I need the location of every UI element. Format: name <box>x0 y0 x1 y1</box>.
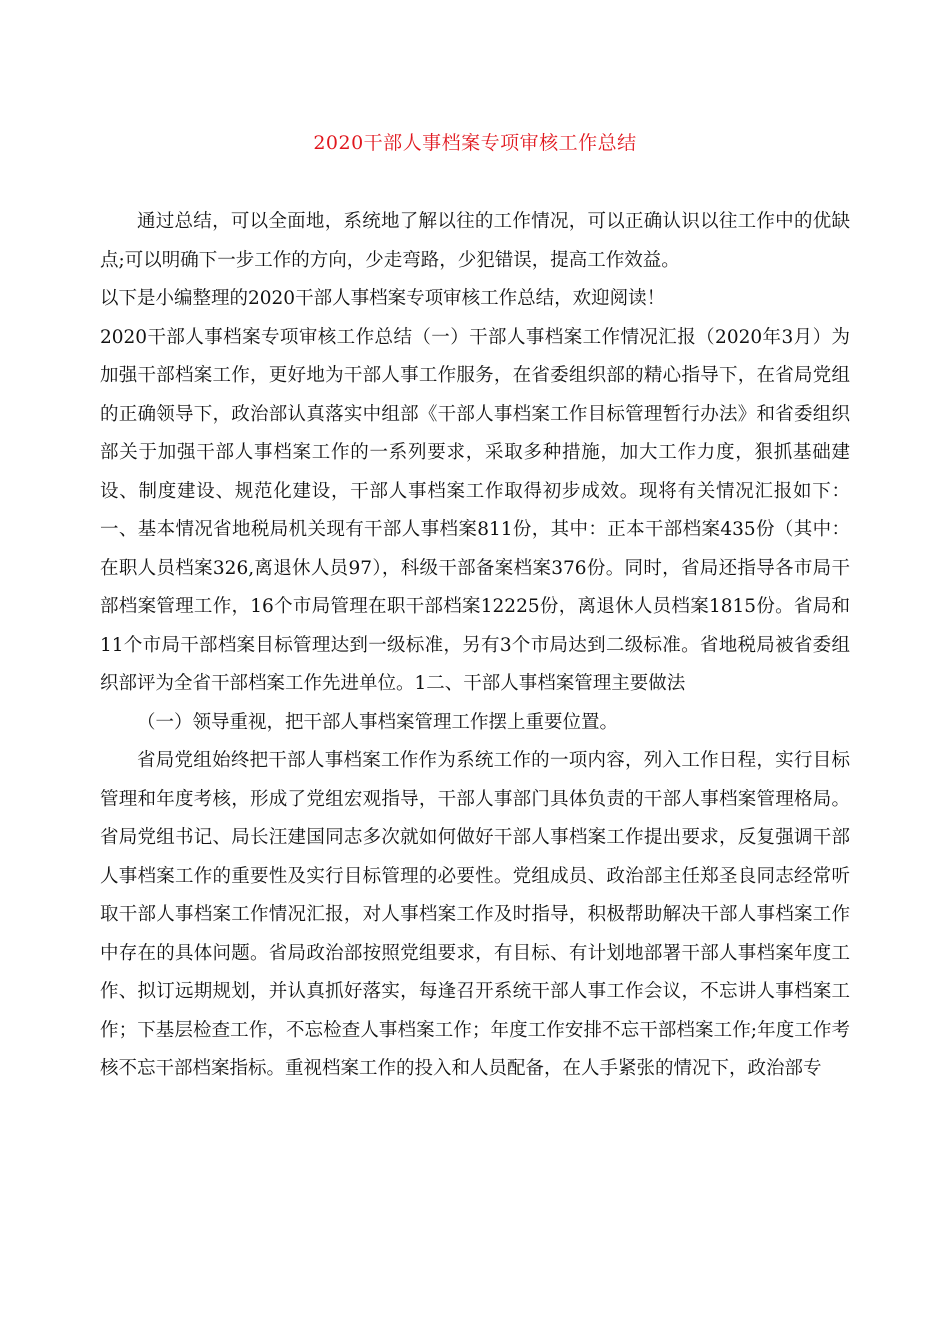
paragraph-intro: 通过总结，可以全面地，系统地了解以往的工作情况，可以正确认识以往工作中的优缺点;可以明确下一步工作的方向，少走弯路，少犯错误，提高工作效益。 <box>100 211 850 271</box>
document-body <box>100 203 850 1089</box>
paragraph-heading-leadership: （一）领导重视，把干部人事档案管理工作摆上重要位置。 <box>137 711 619 733</box>
paragraph-lead: 以下是小编整理的2020干部人事档案专项审核工作总结，欢迎阅读！ <box>100 288 666 309</box>
paragraph-leadership-detail: 省局党组始终把干部人事档案工作作为系统工作的一项内容，列入工作日程，实行目标管理和年度考核，形成了党组宏观指导，干部人事部门具体负责的干部人事档案管理格局。省局党组书记、局长汪建国同志多次就如何做好干部人事档案工作提出要求，反复强调干部人事档案工作的重要性及实行目标管理的必要性。党组成员、政治部主任郑圣良同志经常听取干部人事档案工作情况汇报，对人事档案工作及时指导，积极帮助解决干部人事档案工作中存在的具体问题。省局政治部按照党组要求，有目标、有计划地部署干部人事档案年度工作、拟订远期规划，并认真抓好落实，每逢召开系统干部人事工作会议，不忘讲人事档案工作；下基层检查工作，不忘检查人事档案工作；年度工作安排不忘干部档案工作;年度工作考核不忘干部档案指标。重视档案工作的投入和人员配备，在人手紧张的情况下，政治部专 <box>100 750 850 1079</box>
paragraph-report: 2020干部人事档案专项审核工作总结（一）干部人事档案工作情况汇报（2020年3月）为加强干部档案工作，更好地为干部人事工作服务，在省委组织部的精心指导下，在省局党组的正确领导下，政治部认真落实中组部《干部人事档案工作目标管理暂行办法》和省委组织部关于加强干部人事档案工作的一系列要求，采取多种措施，加大工作力度，狠抓基础建设、制度建设、规范化建设，干部人事档案工作取得初步成效。现将有关情况汇报如下：一、基本情况省地税局机关现有干部人事档案811份，其中：正本干部档案435份（其中：在职人员档案326,离退休人员97），科级干部备案档案376份。同时，省局还指导各市局干部档案管理工作，16个市局管理在职干部档案12225份，离退休人员档案1815份。省局和11个市局干部档案目标管理达到一级标准，另有3个市局达到二级标准。省地税局被省委组织部评为全省干部档案工作先进单位。1二、干部人事档案管理主要做法 <box>100 326 850 694</box>
document-title: 2020干部人事档案专项审核工作总结 <box>313 132 637 154</box>
